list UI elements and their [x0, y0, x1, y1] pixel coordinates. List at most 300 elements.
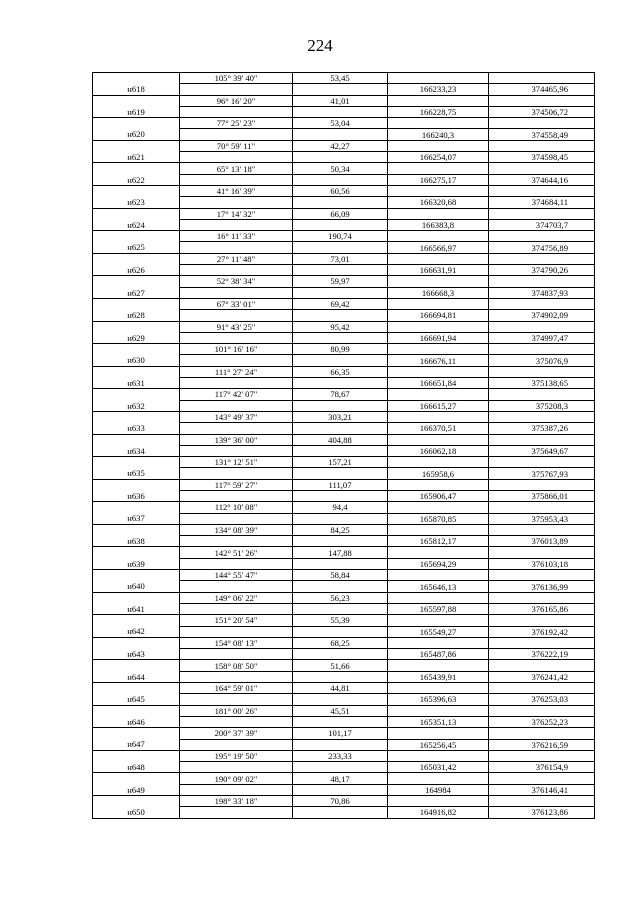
point-name-cell [93, 208, 180, 219]
direction-angle-cell [180, 716, 293, 727]
direction-angle-cell [180, 558, 293, 569]
point-row [93, 626, 595, 637]
y-coordinate-cell: 376216,59 [489, 739, 595, 750]
x-coordinate-cell: 166062,18 [388, 445, 489, 456]
direction-angle-cell: 149° 06' 22" [180, 592, 293, 603]
x-coordinate-cell [388, 411, 489, 422]
direction-angle-cell [180, 242, 293, 253]
point-name-cell [93, 750, 180, 761]
point-name-cell: н643 [93, 649, 180, 660]
point-name-cell [93, 163, 180, 174]
x-coordinate-cell: 166275,17 [388, 174, 489, 185]
x-coordinate-cell: 165694,29 [388, 558, 489, 569]
x-coordinate-cell: 165439,91 [388, 671, 489, 682]
point-name-cell: н637 [93, 513, 180, 524]
segment-row [93, 637, 595, 648]
distance-cell [293, 445, 388, 456]
point-row [93, 784, 595, 795]
distance-cell: 59,97 [293, 276, 388, 287]
distance-cell: 42,27 [293, 140, 388, 151]
point-name-cell: н642 [93, 626, 180, 637]
point-row [93, 242, 595, 253]
point-name-cell: н648 [93, 762, 180, 773]
distance-cell: 111,07 [293, 479, 388, 490]
y-coordinate-cell [489, 231, 595, 242]
direction-angle-cell [180, 603, 293, 614]
direction-angle-cell [180, 129, 293, 140]
x-coordinate-cell: 166694,81 [388, 310, 489, 321]
distance-cell: 80,99 [293, 344, 388, 355]
x-coordinate-cell [388, 389, 489, 400]
y-coordinate-cell [489, 298, 595, 309]
direction-angle-cell [180, 513, 293, 524]
coordinates-table [92, 72, 595, 819]
y-coordinate-cell: 374997,47 [489, 332, 595, 343]
segment-row [93, 321, 595, 332]
point-name-cell [93, 231, 180, 242]
point-name-cell [93, 95, 180, 106]
point-row [93, 355, 595, 366]
direction-angle-cell: 77° 25' 23" [180, 118, 293, 129]
point-name-cell: н639 [93, 558, 180, 569]
segment-row [93, 434, 595, 445]
point-row [93, 310, 595, 321]
segment-row [93, 163, 595, 174]
direction-angle-cell: 143° 49' 37" [180, 411, 293, 422]
direction-angle-cell: 111° 27' 24" [180, 366, 293, 377]
distance-cell: 68,25 [293, 637, 388, 648]
x-coordinate-cell: 165597,88 [388, 603, 489, 614]
direction-angle-cell: 17° 14' 32" [180, 208, 293, 219]
direction-angle-cell [180, 197, 293, 208]
y-coordinate-cell: 376013,89 [489, 536, 595, 547]
point-name-cell [93, 457, 180, 468]
distance-cell: 95,42 [293, 321, 388, 332]
point-name-cell: н638 [93, 536, 180, 547]
point-row [93, 649, 595, 660]
direction-angle-cell: 142° 51' 26" [180, 547, 293, 558]
y-coordinate-cell: 374790,26 [489, 265, 595, 276]
distance-cell: 55,39 [293, 615, 388, 626]
y-coordinate-cell: 374506,72 [489, 106, 595, 117]
y-coordinate-cell: 376192,42 [489, 626, 595, 637]
distance-cell [293, 152, 388, 163]
y-coordinate-cell: 374703,7 [489, 219, 595, 230]
point-row [93, 603, 595, 614]
distance-cell: 147,88 [293, 547, 388, 558]
x-coordinate-cell: 166228,75 [388, 106, 489, 117]
point-name-cell [93, 637, 180, 648]
y-coordinate-cell: 374598,45 [489, 152, 595, 163]
x-coordinate-cell [388, 479, 489, 490]
point-row [93, 423, 595, 434]
segment-row [93, 140, 595, 151]
segment-row [93, 298, 595, 309]
y-coordinate-cell [489, 411, 595, 422]
segment-row [93, 73, 595, 84]
segment-row [93, 389, 595, 400]
point-name-cell: н619 [93, 106, 180, 117]
point-name-cell [93, 547, 180, 558]
distance-cell [293, 219, 388, 230]
y-coordinate-cell [489, 637, 595, 648]
x-coordinate-cell: 165351,13 [388, 716, 489, 727]
point-row [93, 445, 595, 456]
point-row [93, 332, 595, 343]
distance-cell: 233,33 [293, 750, 388, 761]
y-coordinate-cell [489, 683, 595, 694]
direction-angle-cell: 105° 39' 40" [180, 73, 293, 84]
distance-cell [293, 84, 388, 95]
direction-angle-cell [180, 468, 293, 479]
direction-angle-cell: 96° 16' 20" [180, 95, 293, 106]
y-coordinate-cell: 376165,86 [489, 603, 595, 614]
x-coordinate-cell: 165958,6 [388, 468, 489, 479]
y-coordinate-cell [489, 434, 595, 445]
y-coordinate-cell [489, 389, 595, 400]
y-coordinate-cell [489, 502, 595, 513]
point-name-cell: н620 [93, 129, 180, 140]
point-name-cell [93, 479, 180, 490]
x-coordinate-cell: 165646,13 [388, 581, 489, 592]
x-coordinate-cell: 166676,11 [388, 355, 489, 366]
segment-row [93, 796, 595, 807]
segment-row [93, 253, 595, 264]
distance-cell: 51,66 [293, 660, 388, 671]
point-name-cell: н624 [93, 219, 180, 230]
distance-cell [293, 468, 388, 479]
distance-cell [293, 423, 388, 434]
direction-angle-cell [180, 739, 293, 750]
distance-cell [293, 106, 388, 117]
x-coordinate-cell: 166240,3 [388, 129, 489, 140]
point-name-cell: н645 [93, 694, 180, 705]
x-coordinate-cell [388, 796, 489, 807]
y-coordinate-cell [489, 796, 595, 807]
segment-row [93, 231, 595, 242]
distance-cell: 48,17 [293, 773, 388, 784]
point-name-cell: н623 [93, 197, 180, 208]
distance-cell: 44,81 [293, 683, 388, 694]
direction-angle-cell [180, 649, 293, 660]
x-coordinate-cell [388, 570, 489, 581]
segment-row [93, 118, 595, 129]
point-name-cell: н629 [93, 332, 180, 343]
y-coordinate-cell [489, 728, 595, 739]
y-coordinate-cell [489, 660, 595, 671]
distance-cell: 101,17 [293, 728, 388, 739]
point-name-cell [93, 140, 180, 151]
distance-cell [293, 558, 388, 569]
point-name-cell: н636 [93, 490, 180, 501]
y-coordinate-cell [489, 276, 595, 287]
x-coordinate-cell [388, 253, 489, 264]
direction-angle-cell [180, 807, 293, 818]
distance-cell: 157,21 [293, 457, 388, 468]
point-name-cell [93, 411, 180, 422]
distance-cell: 190,74 [293, 231, 388, 242]
point-row [93, 219, 595, 230]
distance-cell: 41,01 [293, 95, 388, 106]
x-coordinate-cell [388, 208, 489, 219]
point-row [93, 84, 595, 95]
segment-row [93, 524, 595, 535]
distance-cell [293, 762, 388, 773]
point-name-cell: н622 [93, 174, 180, 185]
x-coordinate-cell [388, 750, 489, 761]
point-name-cell [93, 321, 180, 332]
x-coordinate-cell: 166615,27 [388, 400, 489, 411]
segment-row [93, 95, 595, 106]
x-coordinate-cell [388, 773, 489, 784]
x-coordinate-cell [388, 73, 489, 84]
segment-row [93, 750, 595, 761]
y-coordinate-cell [489, 208, 595, 219]
point-name-cell [93, 73, 180, 84]
point-row [93, 694, 595, 705]
y-coordinate-cell: 376253,03 [489, 694, 595, 705]
x-coordinate-cell: 166254,07 [388, 152, 489, 163]
segment-row [93, 773, 595, 784]
direction-angle-cell: 144° 55' 47" [180, 570, 293, 581]
segment-row [93, 208, 595, 219]
point-name-cell: н632 [93, 400, 180, 411]
x-coordinate-cell: 164916,82 [388, 807, 489, 818]
y-coordinate-cell: 376222,19 [489, 649, 595, 660]
x-coordinate-cell [388, 457, 489, 468]
distance-cell [293, 513, 388, 524]
distance-cell [293, 807, 388, 818]
distance-cell [293, 332, 388, 343]
x-coordinate-cell: 164984 [388, 784, 489, 795]
distance-cell: 73,01 [293, 253, 388, 264]
point-name-cell [93, 524, 180, 535]
direction-angle-cell: 52° 38' 34" [180, 276, 293, 287]
y-coordinate-cell [489, 750, 595, 761]
x-coordinate-cell [388, 163, 489, 174]
point-name-cell: н647 [93, 739, 180, 750]
y-coordinate-cell [489, 185, 595, 196]
x-coordinate-cell: 165396,63 [388, 694, 489, 705]
distance-cell [293, 649, 388, 660]
y-coordinate-cell [489, 344, 595, 355]
coordinates-table-body [93, 73, 595, 819]
point-name-cell [93, 796, 180, 807]
direction-angle-cell [180, 265, 293, 276]
direction-angle-cell: 67° 33' 01" [180, 298, 293, 309]
point-name-cell [93, 366, 180, 377]
direction-angle-cell: 134° 08' 39" [180, 524, 293, 535]
direction-angle-cell [180, 152, 293, 163]
segment-row [93, 411, 595, 422]
y-coordinate-cell: 376103,18 [489, 558, 595, 569]
direction-angle-cell [180, 671, 293, 682]
y-coordinate-cell: 375208,3 [489, 400, 595, 411]
x-coordinate-cell [388, 231, 489, 242]
direction-angle-cell [180, 106, 293, 117]
point-name-cell [93, 389, 180, 400]
distance-cell [293, 694, 388, 705]
point-row [93, 197, 595, 208]
direction-angle-cell: 154° 08' 13" [180, 637, 293, 648]
y-coordinate-cell: 376252,23 [489, 716, 595, 727]
distance-cell: 94,4 [293, 502, 388, 513]
direction-angle-cell [180, 400, 293, 411]
direction-angle-cell [180, 784, 293, 795]
segment-row [93, 276, 595, 287]
direction-angle-cell: 41° 16' 39" [180, 185, 293, 196]
x-coordinate-cell [388, 118, 489, 129]
y-coordinate-cell: 374756,89 [489, 242, 595, 253]
distance-cell: 45,51 [293, 705, 388, 716]
point-name-cell: н631 [93, 378, 180, 389]
point-row [93, 152, 595, 163]
point-name-cell: н641 [93, 603, 180, 614]
x-coordinate-cell [388, 524, 489, 535]
x-coordinate-cell: 166233,23 [388, 84, 489, 95]
distance-cell: 66,09 [293, 208, 388, 219]
x-coordinate-cell: 165870,85 [388, 513, 489, 524]
distance-cell: 70,86 [293, 796, 388, 807]
direction-angle-cell [180, 84, 293, 95]
point-name-cell: н644 [93, 671, 180, 682]
direction-angle-cell [180, 287, 293, 298]
direction-angle-cell: 16° 11' 33" [180, 231, 293, 242]
point-name-cell [93, 705, 180, 716]
segment-row [93, 502, 595, 513]
point-row [93, 174, 595, 185]
segment-row [93, 185, 595, 196]
segment-row [93, 728, 595, 739]
distance-cell: 78,67 [293, 389, 388, 400]
point-row [93, 513, 595, 524]
point-name-cell [93, 683, 180, 694]
distance-cell [293, 310, 388, 321]
x-coordinate-cell [388, 660, 489, 671]
direction-angle-cell: 198° 33' 18" [180, 796, 293, 807]
x-coordinate-cell [388, 615, 489, 626]
segment-row [93, 479, 595, 490]
y-coordinate-cell [489, 457, 595, 468]
x-coordinate-cell: 166383,8 [388, 219, 489, 230]
y-coordinate-cell [489, 547, 595, 558]
distance-cell: 66,35 [293, 366, 388, 377]
point-name-cell [93, 298, 180, 309]
direction-angle-cell [180, 762, 293, 773]
point-row [93, 716, 595, 727]
direction-angle-cell: 158° 08' 50" [180, 660, 293, 671]
x-coordinate-cell: 165487,86 [388, 649, 489, 660]
x-coordinate-cell: 166370,51 [388, 423, 489, 434]
x-coordinate-cell [388, 683, 489, 694]
distance-cell [293, 716, 388, 727]
y-coordinate-cell: 375387,26 [489, 423, 595, 434]
x-coordinate-cell: 165256,45 [388, 739, 489, 750]
y-coordinate-cell [489, 592, 595, 603]
distance-cell [293, 400, 388, 411]
x-coordinate-cell [388, 366, 489, 377]
point-row [93, 762, 595, 773]
y-coordinate-cell: 375953,43 [489, 513, 595, 524]
point-row [93, 558, 595, 569]
distance-cell: 53,45 [293, 73, 388, 84]
direction-angle-cell: 91° 43' 25" [180, 321, 293, 332]
distance-cell [293, 603, 388, 614]
distance-cell [293, 378, 388, 389]
x-coordinate-cell [388, 592, 489, 603]
page-number: 224 [307, 36, 333, 55]
x-coordinate-cell: 165812,17 [388, 536, 489, 547]
x-coordinate-cell: 166320,68 [388, 197, 489, 208]
distance-cell [293, 536, 388, 547]
y-coordinate-cell: 374902,09 [489, 310, 595, 321]
direction-angle-cell: 139° 36' 00" [180, 434, 293, 445]
distance-cell: 53,04 [293, 118, 388, 129]
point-name-cell [93, 276, 180, 287]
point-row [93, 807, 595, 818]
x-coordinate-cell [388, 502, 489, 513]
point-name-cell: н621 [93, 152, 180, 163]
point-row [93, 265, 595, 276]
point-row [93, 129, 595, 140]
point-row [93, 400, 595, 411]
point-name-cell [93, 434, 180, 445]
direction-angle-cell [180, 490, 293, 501]
direction-angle-cell [180, 355, 293, 366]
segment-row [93, 592, 595, 603]
direction-angle-cell: 190° 09' 02" [180, 773, 293, 784]
y-coordinate-cell [489, 366, 595, 377]
distance-cell: 404,88 [293, 434, 388, 445]
direction-angle-cell: 70° 59' 11" [180, 140, 293, 151]
point-name-cell [93, 185, 180, 196]
point-row [93, 536, 595, 547]
y-coordinate-cell [489, 615, 595, 626]
y-coordinate-cell: 376154,9 [489, 762, 595, 773]
point-name-cell: н646 [93, 716, 180, 727]
point-name-cell: н634 [93, 445, 180, 456]
direction-angle-cell [180, 626, 293, 637]
x-coordinate-cell [388, 276, 489, 287]
y-coordinate-cell [489, 570, 595, 581]
distance-cell [293, 197, 388, 208]
x-coordinate-cell [388, 547, 489, 558]
direction-angle-cell: 151° 20' 54" [180, 615, 293, 626]
x-coordinate-cell [388, 705, 489, 716]
segment-row [93, 366, 595, 377]
point-row [93, 490, 595, 501]
y-coordinate-cell [489, 479, 595, 490]
y-coordinate-cell [489, 163, 595, 174]
y-coordinate-cell: 375767,93 [489, 468, 595, 479]
y-coordinate-cell [489, 95, 595, 106]
direction-angle-cell: 195° 19' 50" [180, 750, 293, 761]
direction-angle-cell [180, 378, 293, 389]
distance-cell: 69,42 [293, 298, 388, 309]
y-coordinate-cell [489, 773, 595, 784]
point-name-cell [93, 592, 180, 603]
distance-cell: 58,84 [293, 570, 388, 581]
distance-cell [293, 784, 388, 795]
point-row [93, 106, 595, 117]
distance-cell: 50,34 [293, 163, 388, 174]
direction-angle-cell: 117° 42' 07" [180, 389, 293, 400]
segment-row [93, 705, 595, 716]
point-name-cell: н635 [93, 468, 180, 479]
y-coordinate-cell: 375138,65 [489, 378, 595, 389]
distance-cell: 60,56 [293, 185, 388, 196]
x-coordinate-cell: 166691,94 [388, 332, 489, 343]
